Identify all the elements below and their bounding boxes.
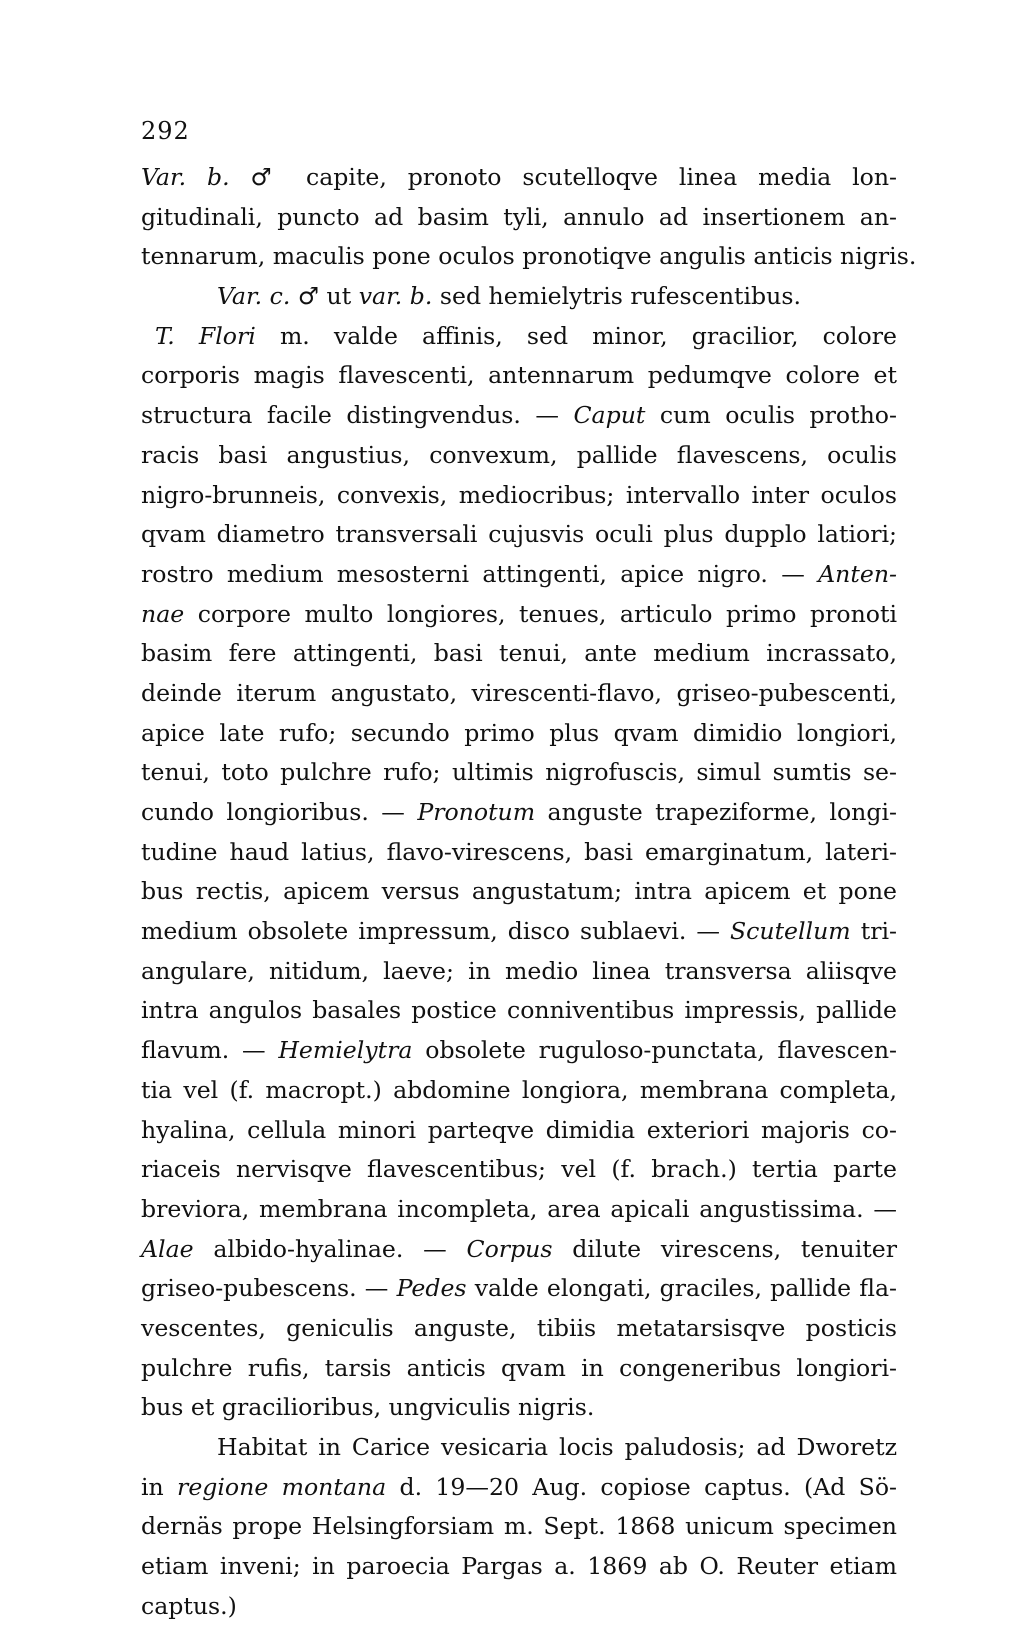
text-line [141,714,897,754]
italic-text: Alae [141,1234,194,1263]
text-segment: corporis magis flavescenti, antennarum pedumqve colore et [141,361,897,390]
text-segment: breviora, membrana incompleta, area apicali angustissima. — [141,1194,897,1223]
text-line [141,1547,897,1587]
text-segment: m. valde affinis, sed minor, gracilior, colore [255,321,897,350]
text-line [141,872,897,912]
text-segment: cundo longioribus. — [141,798,418,826]
italic-text: nae [141,599,185,628]
text-segment: structura facile distingvendus. — [141,401,574,430]
text-line [141,396,897,436]
text-segment [230,163,251,191]
text-segment: tudine haud latius, flavo-virescens, basi emarginatum, lateri- [141,837,897,866]
text-line [141,317,897,357]
text-segment: hyalina, cellula minori parteqve dimidia exteriori majoris co- [141,1115,897,1144]
text-line [141,1230,897,1270]
text-line [141,1428,897,1468]
page-number: 292 [141,117,190,145]
italic-text: Var. c. [217,282,291,311]
body-text [141,158,917,1626]
text-line [141,436,897,476]
text-segment [290,282,298,310]
text-line [141,1349,897,1389]
italic-text: var. b. [358,282,433,311]
text-line [141,158,897,198]
text-segment: obsolete ruguloso-punctata, flavescen- [412,1036,898,1065]
italic-text: Var. b. [141,163,230,191]
text-segment: intra angulos basales postice conniventibus impressis, pallide [141,996,897,1025]
text-line [141,515,897,555]
text-segment: deinde iterum angustato, virescenti-flavo, griseo-pubescenti, [141,678,897,707]
text-segment: tenui, toto pulchre rufo; ultimis nigrofuscis, simul sumtis se- [141,758,897,787]
text-line [141,277,897,317]
text-segment: cum oculis protho- [645,401,897,430]
text-segment: dilute virescens, tenuiter [552,1234,898,1263]
text-segment: ut [319,282,359,311]
text-segment: racis basi angustius, convexum, pallide flavescens, oculis [141,440,897,469]
text-segment: valde elongati, graciles, pallide fla- [466,1274,897,1303]
text-segment: tia vel (f. macropt.) abdomine longiora, membrana completa, [141,1075,897,1104]
text-line [141,1031,897,1071]
text-segment: nigro-brunneis, convexis, mediocribus; intervallo inter oculos [141,480,897,509]
text-segment: d. 19—20 Aug. copiose captus. (Ad Sö- [386,1472,898,1501]
text-line [141,1388,897,1428]
text-segment: corpore multo longiores, tenues, articulo primo pronoti [184,599,897,628]
text-line [141,833,897,873]
text-line [141,793,897,833]
text-line [141,1309,897,1349]
text-segment: griseo-pubescens. — [141,1274,397,1303]
male-symbol: ♂ [250,163,286,191]
text-line [141,991,897,1031]
italic-text: Corpus [466,1234,553,1263]
text-segment: capite, pronoto scutelloqve linea media lon- [285,163,898,191]
text-segment: vescentes, geniculis anguste, tibiis metatarsisqve posticis [141,1313,897,1342]
italic-text: Caput [573,401,646,430]
text-segment: gitudinali, puncto ad basim tyli, annulo ad insertionem an- [141,202,897,231]
text-segment: medium obsolete impressum, disco sublaevi. — [141,917,730,946]
text-line [141,595,897,635]
italic-text: Pedes [396,1274,467,1303]
text-line [141,237,917,277]
text-segment: Habitat in Carice vesicaria locis paludosis; ad Dworetz [217,1433,897,1461]
text-line [141,555,897,595]
text-segment: sed hemielytris rufescentibus. [432,282,801,311]
text-segment: albido-hyalinae. — [193,1234,467,1263]
text-line [141,1587,897,1626]
text-line [141,912,897,952]
text-segment: apice late rufo; secundo primo plus qvam dimidio longiori, [141,718,897,747]
text-segment: rostro medium mesosterni attingenti, apice nigro. — [141,559,819,588]
text-line [141,753,897,793]
text-segment: captus.) [141,1591,237,1620]
text-line [141,1507,897,1547]
italic-text: Anten- [818,559,897,588]
text-segment: etiam inveni; in paroecia Pargas a. 1869 ab O. Reuter etiam [141,1552,897,1581]
text-segment: qvam diametro transversali cujusvis oculi plus dupplo latiori; [141,520,897,549]
text-line [141,1190,897,1230]
text-segment: tri- [850,917,897,946]
text-segment: anguste trapeziforme, longi- [535,798,897,826]
text-segment: basim fere attingenti, basi tenui, ante medium incrassato, [141,639,897,668]
text-segment: tennarum, maculis pone oculos pronotiqve angulis anticis nigris. [141,242,917,271]
italic-text: Scutellum [730,917,851,946]
text-line [141,198,897,238]
text-line [141,952,897,992]
text-segment: flavum. — [141,1036,279,1065]
text-line [141,1111,897,1151]
text-line [141,634,897,674]
text-segment: dernäs prope Helsingforsiam m. Sept. 1868 unicum specimen [141,1512,897,1541]
text-line [141,1150,897,1190]
italic-text: Pronotum [417,798,536,826]
text-segment: riaceis nervisqve flavescentibus; vel (f. brach.) tertia parte [141,1155,897,1184]
male-symbol: ♂ [297,282,319,311]
text-line [141,1269,897,1309]
text-segment: bus rectis, apicem versus angustatum; intra apicem et pone [141,877,897,906]
italic-text: regione montana [177,1472,387,1501]
text-line [141,356,897,396]
text-line [141,1468,897,1508]
text-segment: pulchre rufis, tarsis anticis qvam in congeneribus longiori- [141,1353,897,1382]
text-segment: in [141,1472,178,1501]
text-segment: angulare, nitidum, laeve; in medio linea transversa aliisqve [141,956,897,985]
text-segment: bus et gracilioribus, ungviculis nigris. [141,1393,595,1422]
italic-text: Hemielytra [278,1036,413,1065]
text-line [141,476,897,516]
italic-text: T. Flori [155,321,256,350]
text-line [141,674,897,714]
text-line [141,1071,897,1111]
